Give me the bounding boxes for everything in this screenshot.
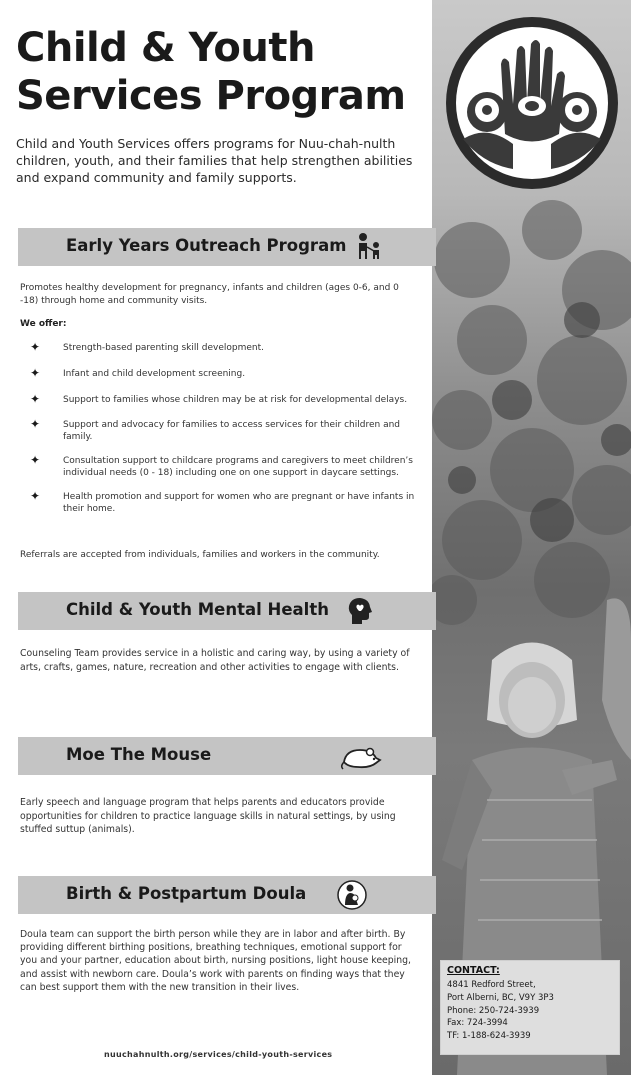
mental-health-description: Counseling Team provides service in a holistic and caring way, by using a variety of arts, crafts, games, nature, recreation and other activities to engage with clients. [20,648,410,673]
star-bullet-icon: ✦ [30,392,41,406]
list-item: ✦ Health promotion and support for women who are pregnant or have infants in their home. [30,489,415,514]
contact-fax: Fax: 724-3994 [447,1018,508,1029]
star-bullet-icon: ✦ [30,366,41,380]
contact-address-line-2: Port Alberni, BC, V9Y 3P3 [447,992,554,1003]
doula-description: Doula team can support the birth person while they are in labor and after birth. By providing different birthing positions, breathing techniques, emotional support for you and your partner, education about birth, nursing positions, light house keeping, and assist with newborn care. Doula’s work with parents on finding ways that they can best support them with the new transition in their lives. [20,929,412,993]
contact-box [440,960,620,1055]
star-bullet-icon: ✦ [30,340,41,354]
mother-baby-icon [336,879,368,911]
section-header-moe [18,737,436,775]
section-title: Early Years Outreach Program [66,236,347,255]
contact-tollfree: TF: 1-188-624-3939 [447,1031,531,1042]
section-title: Moe The Mouse [66,745,212,764]
list-item: ✦ Consultation support to childcare programs and caregivers to meet children’s individual needs (0 - 18) including one on one support in daycare settings. [30,453,413,478]
list-item: ✦ Infant and child development screening. [30,366,246,380]
star-bullet-icon: ✦ [30,489,41,503]
footer-url-link[interactable]: nuuchahnulth.org/services/child-youth-services [104,1050,333,1059]
early-years-description: Promotes healthy development for pregnancy, infants and children (ages 0-6, and 0 -18) through home and community visits. [20,283,399,306]
title-line-1: Child & Youth [16,25,315,71]
star-bullet-icon: ✦ [30,417,41,431]
parent-child-icon [353,231,385,263]
organization-logo [443,14,621,192]
list-item: ✦ Support and advocacy for families to access services for their children and family. [30,417,401,442]
list-item: ✦ Strength-based parenting skill development. [30,340,264,354]
contact-title: CONTACT: [447,965,500,976]
section-title: Birth & Postpartum Doula [66,884,307,903]
referrals-note: Referrals are accepted from individuals, families and workers in the community. [20,550,380,560]
list-item: ✦ Support to families whose children may be at risk for developmental delays. [30,392,408,406]
services-list [30,342,420,515]
title-line-2: Services Program [16,73,406,119]
section-header-early-years [18,228,436,266]
mouse-icon [340,740,382,772]
head-heart-icon [344,595,376,627]
section-header-mental-health [18,592,436,630]
star-bullet-icon: ✦ [30,453,41,467]
section-header-doula [18,876,436,914]
moe-description: Early speech and language program that helps parents and educators provide opportunities for children to practice language skills in natural settings, by using stuffed suttup (animals). [20,797,396,835]
section-title: Child & Youth Mental Health [66,600,329,619]
page-title [16,24,436,120]
we-offer-label: We offer: [20,319,67,329]
contact-address-line-1: 4841 Redford Street, [447,980,536,990]
contact-phone: Phone: 250-724-3939 [447,1005,540,1016]
intro-paragraph: Child and Youth Services offers programs for Nuu-chah-nulth children, youth, and their families that help strengthen abilities and expand community and family supports. [16,136,413,185]
